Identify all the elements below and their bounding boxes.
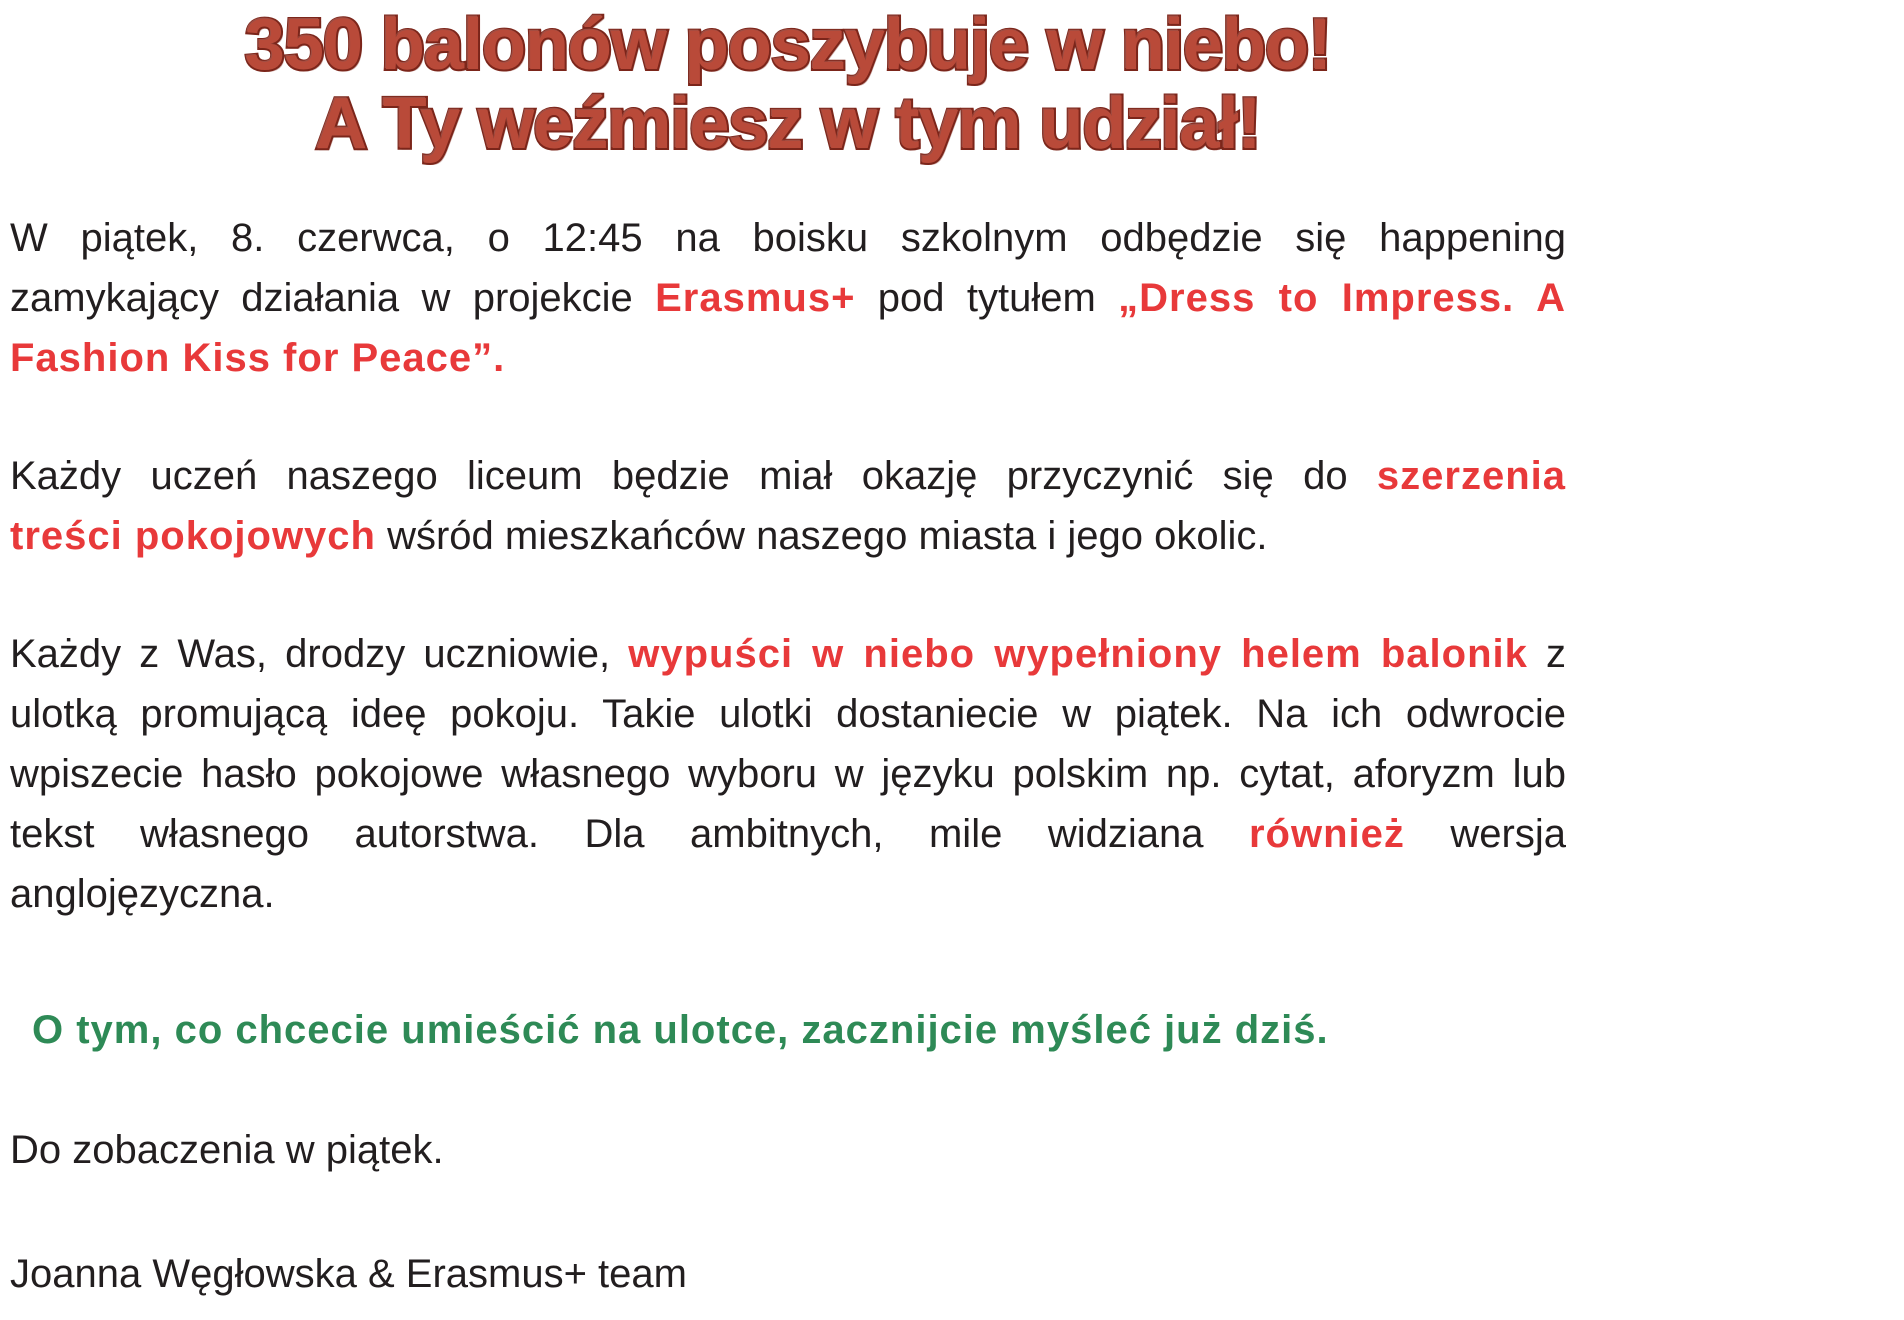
p1-l2-red-title: „Dress to Impress. A — [1118, 276, 1566, 320]
paragraph-3 — [10, 624, 1566, 924]
p3-l1-red: wypuści w niebo wypełniony helem balonik — [628, 632, 1528, 676]
paragraph-3-line-5 — [10, 864, 1566, 924]
green-emphasis-line: O tym, co chcecie umieścić na ulotce, zacznijcie myśleć już dziś. — [32, 1008, 1329, 1052]
paragraph-3-line-1 — [10, 624, 1566, 684]
closing-line: Do zobaczenia w piątek. — [10, 1128, 444, 1172]
p1-l2-black-1: zamykający działania w projekcie — [10, 276, 656, 320]
paragraph-2 — [10, 446, 1566, 566]
p3-l1-black-1: Każdy z Was, drodzy uczniowie, — [10, 632, 629, 676]
wordart-title — [10, 6, 1566, 164]
paragraph-3-line-3 — [10, 744, 1566, 804]
p1-l2-black-2: pod tytułem — [855, 276, 1119, 320]
p3-l4-black-2: wersja — [1404, 812, 1566, 856]
paragraph-3-line-4 — [10, 804, 1566, 864]
title-line-2: A Ty weźmiesz w tym udział! — [315, 84, 1261, 164]
p3-l3-text: wpiszecie hasło pokojowe własnego wyboru w języku polskim np. cytat, aforyzm lub — [10, 752, 1566, 796]
p2-l2-black: wśród mieszkańców naszego miasta i jego okolic. — [375, 514, 1268, 558]
signature-line: Joanna Węgłowska & Erasmus+ team — [10, 1252, 687, 1296]
p1-l2-red-erasmus: Erasmus+ — [655, 276, 856, 320]
p3-l5-text: anglojęzyczna. — [10, 872, 275, 916]
p3-l2-text: ulotką promującą ideę pokoju. Takie ulotki dostaniecie w piątek. Na ich odwrocie — [10, 692, 1566, 736]
p1-l3-red-title: Fashion Kiss for Peace”. — [10, 336, 506, 380]
p2-l1-red: szerzenia — [1376, 454, 1566, 498]
p2-l2-red: treści pokojowych — [10, 514, 376, 558]
paragraph-1-line-3 — [10, 328, 1566, 388]
p3-l4-black-1: tekst własnego autorstwa. Dla ambitnych, mile widziana — [10, 812, 1249, 856]
paragraph-2-line-1 — [10, 446, 1566, 506]
paragraph-1-line-2 — [10, 268, 1566, 328]
title-line-1: 350 balonów poszybuje w niebo! — [244, 5, 1332, 85]
paragraph-2-line-2 — [10, 506, 1566, 566]
p1-l1-text: W piątek, 8. czerwca, o 12:45 na boisku szkolnym odbędzie się happening — [10, 216, 1566, 260]
p3-l1-black-2: z — [1527, 632, 1567, 676]
paragraph-1 — [10, 208, 1566, 388]
paragraph-1-line-1 — [10, 208, 1566, 268]
paragraph-3-line-2 — [10, 684, 1566, 744]
p2-l1-black: Każdy uczeń naszego liceum będzie miał okazję przyczynić się do — [10, 454, 1377, 498]
p3-l4-red: również — [1248, 812, 1405, 856]
